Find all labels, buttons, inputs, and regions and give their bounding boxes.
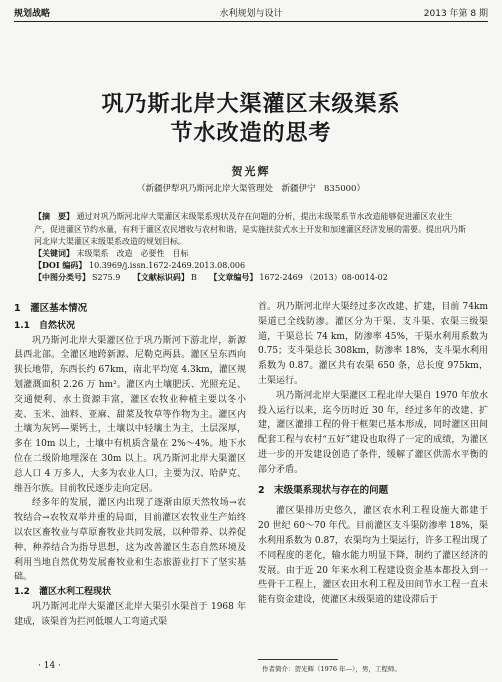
doi xyxy=(34,260,482,271)
article-value: 1672-2469 （2013）08-0014-02 xyxy=(259,273,388,282)
running-header xyxy=(14,6,488,20)
journal-name: 水利规划与设计 xyxy=(219,9,283,19)
right-column xyxy=(258,300,488,608)
paragraph: 巩乃斯河北岸大渠灌区工程北岸大渠自 1970 年放水投入运行以来，迄今历时近 30 年，经过多年的改建、扩建，灌区灌排工程的骨干框架已基本形成，同时灌区田间配套工程与农村“五好”建设也取得了一定的成绩，为灌区进一步的开发建设创造了条件，缓解了灌区供需水平衡的部分矛盾。 xyxy=(258,390,488,475)
section-label: 规划战略 xyxy=(14,9,51,19)
title-line-1: 巩乃斯北岸大渠灌区末级渠系 xyxy=(101,92,401,117)
footnote: 作者简介：贺光辉（1976 年—），男，工程师。 xyxy=(262,665,401,673)
paragraph: 灌区渠排历史悠久，灌区农水利工程设施大都建于 20 世纪 60～70 年代。目前灌区支斗渠防渗率 18%，渠水利用系数为 0.87，农渠均为土渠运行，许多工程出现了不同程度的老化，输水能力明显下降，制约了灌区经济的发展。由于近 20 年来水利工程建设资金基本都投入到一些骨干工程上，灌区农田水利工程及田间节水工程一直未能有资金建设，使灌区末级渠道的建设滞后于 xyxy=(258,506,488,606)
clc-label: 【中图分类号】 xyxy=(34,272,90,282)
issue-label: 2013 年第 8 期 xyxy=(423,9,488,19)
paragraph: 巩乃斯河北岸大渠灌区北岸大渠引水渠首于 1968 年建成，该渠首为拦河低堰人工弯道式渠 xyxy=(14,601,246,627)
affiliation: （新疆伊犁巩乃斯河北岸大渠管理处 新疆伊宁 835000） xyxy=(137,184,365,194)
title-line-2: 节水改造的思考 xyxy=(170,121,332,146)
keywords-label: 【关键词】 xyxy=(34,248,74,258)
paragraph: 经多年的发展，灌区内出现了逐渐由原天然牧场→农牧结合→农牧双举并重的局面，目前灌区农牧业生产始终以农区畜牧业与草原畜牧业共同发展，以种带养、以养促种、种养结合为指导思想，这为改善灌区生态自然环境及利用当地自然优势发展畜牧业和生态旅游业打下了坚实基础。 xyxy=(14,498,246,583)
author-name: 贺光辉 xyxy=(231,165,271,178)
paragraph: 巩乃斯河北岸大渠灌区位于巩乃斯河下游北岸，新源县西北部。全灌区地跨新源、尼勒克两县。灌区呈东西向狭长地带，东西长约 67km，南北平均宽 4.3km，灌区规划灌溉面积 2.26 万 hm²。灌区内土壤肥沃、光照充足、交通便利、水土资源丰富，灌区农牧业种植主要以冬小麦、玉米、油料、亚麻、甜菜及牧草等作物为主。灌区内土壤为灰钙—栗钙土，土壤以中轻壤土为主，土层深厚，多在 10m 以上，土壤中有机质含量在 2%～4%。地下水位在二级阶地埋深在 30m 以上。巩乃斯河北岸大渠灌区总人口 4 万多人，大多为农业人口，主要为汉、哈萨克、维吾尔族。目前牧民逐步走向定居。 xyxy=(14,335,246,494)
section-heading-1: 1 灌区基本情况 xyxy=(14,303,88,314)
keywords xyxy=(34,248,482,259)
footnote-rule xyxy=(258,659,338,660)
subsection-heading-1-2: 1.2 灌区水利工程现状 xyxy=(14,587,111,598)
article-label: 【文章编号】 xyxy=(209,272,258,282)
paragraph: 首。巩乃斯河北岸大渠经过多次改建、扩建，目前 74km 渠道已全线防渗。灌区分为干渠、支斗渠、农渠三级渠道，干渠总长 74 km，防渗率 45%，干渠水利用系数为 0.75；支斗渠总长 308km，防渗率 18%，支斗渠水利用系数为 0.87。灌区共有农渠 650 条，总长度 975km，土渠运行。 xyxy=(258,302,488,386)
keywords-text: 末级渠系 改造 必要性 目标 xyxy=(76,249,189,258)
header-rule xyxy=(14,21,488,22)
doi-text: 10.3969/j.issn.1672-2469.2013.08.006 xyxy=(88,261,246,270)
clc-value: S275.9 xyxy=(92,273,121,282)
page-number: · 14 · xyxy=(38,661,61,671)
abstract xyxy=(34,210,468,249)
abstract-label: 【摘 要】 xyxy=(34,211,74,221)
section-heading-2: 2 末级渠系现状与存在的问题 xyxy=(258,484,389,496)
doc-value: B xyxy=(190,273,197,282)
abstract-text: 通过对巩乃斯河北岸大渠灌区末级渠系现状及存在问题的分析，提出末级渠系节水改造能够促进灌区农业生产，促进灌区节约水量，有利于灌区农民增收与农村和谐，是实施扶贫式水土开发和加速灌区经济发展的需要。提出巩乃斯河北岸大渠灌区末级渠系改造的规划目标。 xyxy=(34,212,466,246)
left-column xyxy=(14,300,246,630)
doc-label: 【文献标识码】 xyxy=(132,272,189,282)
subsection-heading-1-1: 1.1 自然状况 xyxy=(14,320,75,331)
classification xyxy=(34,272,482,283)
doi-label: 【DOI 编码】 xyxy=(34,260,87,270)
